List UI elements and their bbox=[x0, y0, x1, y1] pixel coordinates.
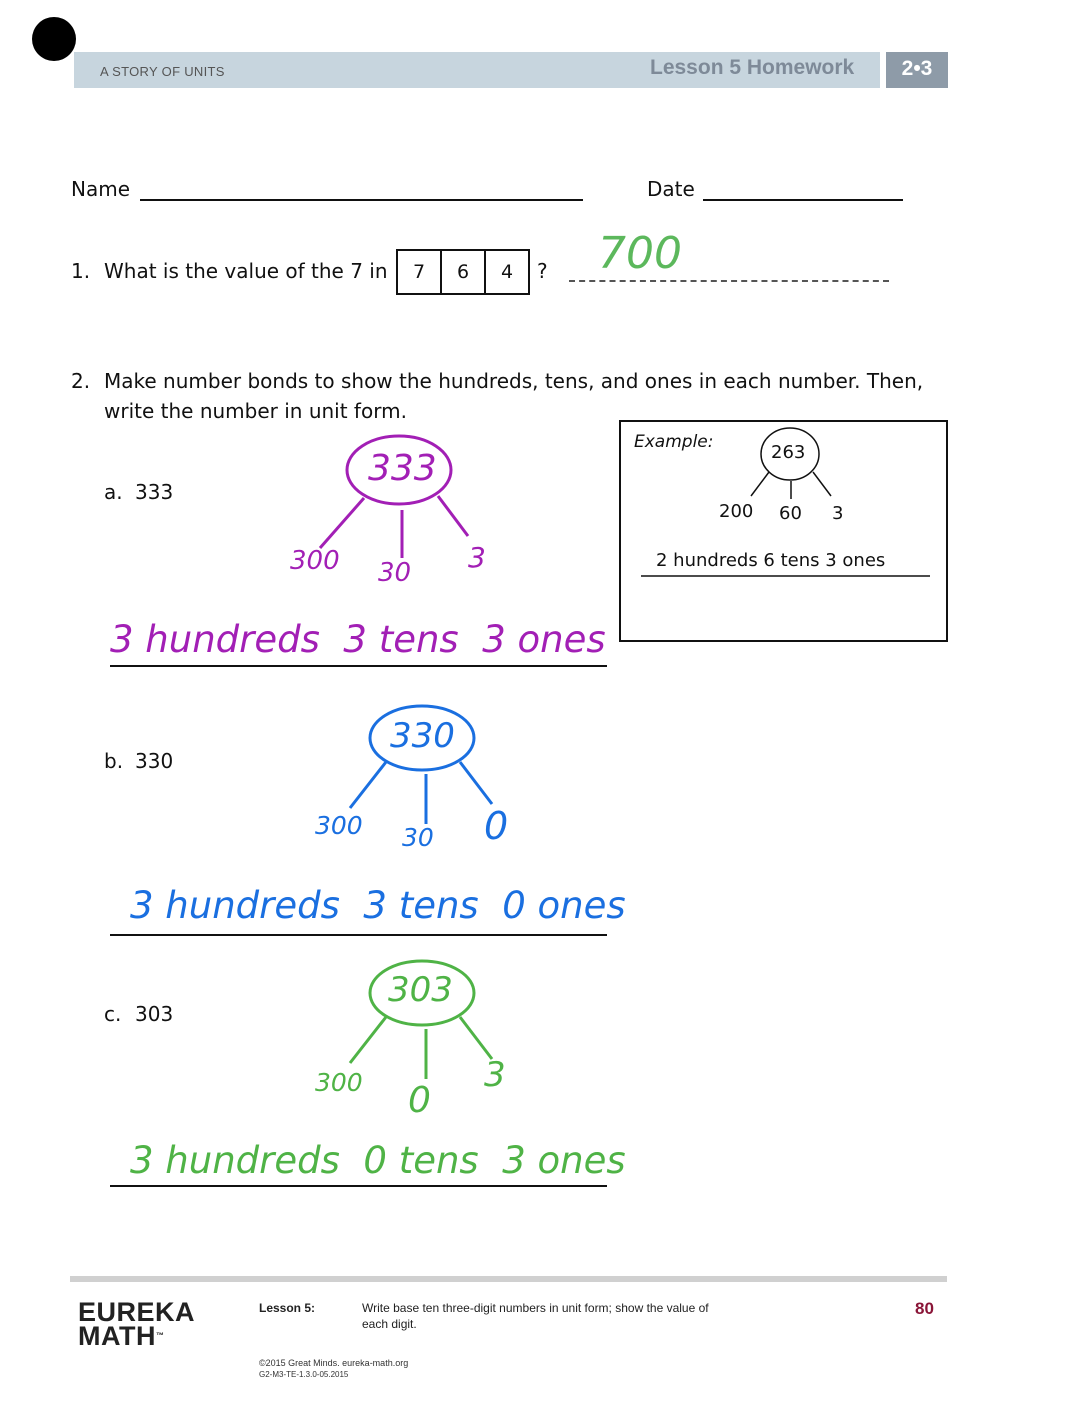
digit-boxes bbox=[396, 249, 530, 295]
problem-a-unit-form: 3 hundreds 3 tens 3 ones bbox=[110, 618, 606, 661]
footer-code: G2-M3-TE-1.3.0-05.2015 bbox=[259, 1370, 349, 1379]
problem-a-part-ones: 3 bbox=[468, 541, 486, 574]
problem-a-part-tens: 30 bbox=[378, 558, 412, 588]
footer-objective-line2: each digit. bbox=[362, 1317, 417, 1331]
problem-c-bond-line-right bbox=[460, 1017, 492, 1059]
problem-a-bond-line-left bbox=[320, 498, 364, 548]
date-label: Date bbox=[647, 177, 695, 201]
problem-a-answer-line[interactable] bbox=[110, 665, 607, 667]
problem-a-part-hundreds: 300 bbox=[290, 546, 340, 576]
grade-module-badge: 2•3 bbox=[886, 52, 948, 88]
problem-a-label: a. bbox=[104, 480, 123, 504]
q1-answer-line[interactable] bbox=[569, 280, 889, 282]
example-part-tens: 60 bbox=[779, 503, 802, 524]
lesson-title: Lesson 5 Homework bbox=[650, 56, 855, 79]
logo-line-1: EUREKA bbox=[78, 1297, 196, 1327]
example-part-ones: 3 bbox=[832, 503, 844, 524]
q1-question-mark: ? bbox=[537, 259, 548, 283]
digit-ones: 4 bbox=[500, 261, 514, 283]
problem-a-bond-line-right bbox=[438, 496, 468, 536]
problem-c-answer-line[interactable] bbox=[110, 1185, 607, 1187]
problem-b-whole: 330 bbox=[390, 716, 455, 756]
footer-objective-line1: Write base ten three-digit numbers in unit form; show the value of bbox=[362, 1301, 709, 1315]
problem-b-number: 330 bbox=[135, 749, 174, 773]
q1-text: What is the value of the 7 in bbox=[104, 259, 388, 283]
q1-handwritten-answer: 700 bbox=[598, 228, 682, 279]
hole-punch-dot bbox=[32, 17, 76, 61]
problem-b-part-tens: 30 bbox=[402, 823, 434, 852]
problem-b-part-hundreds: 300 bbox=[315, 811, 363, 840]
problem-b-bond-line-left bbox=[350, 762, 386, 808]
problem-c-whole: 303 bbox=[388, 970, 453, 1010]
problem-c-part-tens: 0 bbox=[408, 1080, 431, 1121]
problem-c-number: 303 bbox=[135, 1002, 174, 1026]
problem-c-bond-line-left bbox=[350, 1017, 386, 1063]
q2-instructions-line2: write the number in unit form. bbox=[104, 399, 407, 423]
problem-b-label: b. bbox=[104, 749, 124, 773]
digit-tens: 6 bbox=[442, 251, 486, 293]
q2-instructions-line1: Make number bonds to show the hundreds, tens, and ones in each number. Then, bbox=[104, 369, 924, 393]
page-number: 80 bbox=[915, 1299, 934, 1318]
problem-c-part-hundreds: 300 bbox=[315, 1068, 363, 1097]
problem-b-answer-line[interactable] bbox=[110, 934, 607, 936]
name-field-line[interactable] bbox=[140, 199, 583, 201]
footer-copyright: ©2015 Great Minds. eureka-math.org bbox=[259, 1358, 409, 1368]
problem-a-number: 333 bbox=[135, 480, 174, 504]
example-part-hundreds: 200 bbox=[719, 501, 754, 522]
eureka-math-logo bbox=[78, 1297, 196, 1351]
problem-b-unit-form: 3 hundreds 3 tens 0 ones bbox=[130, 884, 626, 927]
logo-line-2: MATH bbox=[78, 1321, 156, 1351]
q1-number: 1. bbox=[71, 259, 91, 283]
problem-a-whole: 333 bbox=[368, 448, 437, 489]
example-bond-line-right bbox=[813, 472, 831, 496]
problem-b-part-ones: 0 bbox=[484, 804, 509, 848]
example-label: Example: bbox=[634, 432, 714, 452]
series-title: A STORY OF UNITS bbox=[100, 64, 225, 79]
q2-number: 2. bbox=[71, 369, 91, 393]
problem-c-label: c. bbox=[104, 1002, 122, 1026]
example-bond-line-left bbox=[751, 472, 769, 496]
digit-hundreds: 7 bbox=[398, 251, 442, 293]
problem-b-bond-line-right bbox=[460, 762, 492, 804]
logo-trademark: ™ bbox=[155, 1331, 165, 1340]
date-field-line[interactable] bbox=[703, 199, 903, 201]
example-unit-form: 2 hundreds 6 tens 3 ones bbox=[656, 550, 886, 571]
footer-lesson-label: Lesson 5: bbox=[259, 1301, 316, 1315]
problem-c-part-ones: 3 bbox=[484, 1055, 506, 1095]
name-label: Name bbox=[71, 177, 131, 201]
example-whole: 263 bbox=[771, 442, 806, 463]
problem-c-unit-form: 3 hundreds 0 tens 3 ones bbox=[130, 1139, 626, 1182]
footer-divider bbox=[70, 1276, 947, 1282]
